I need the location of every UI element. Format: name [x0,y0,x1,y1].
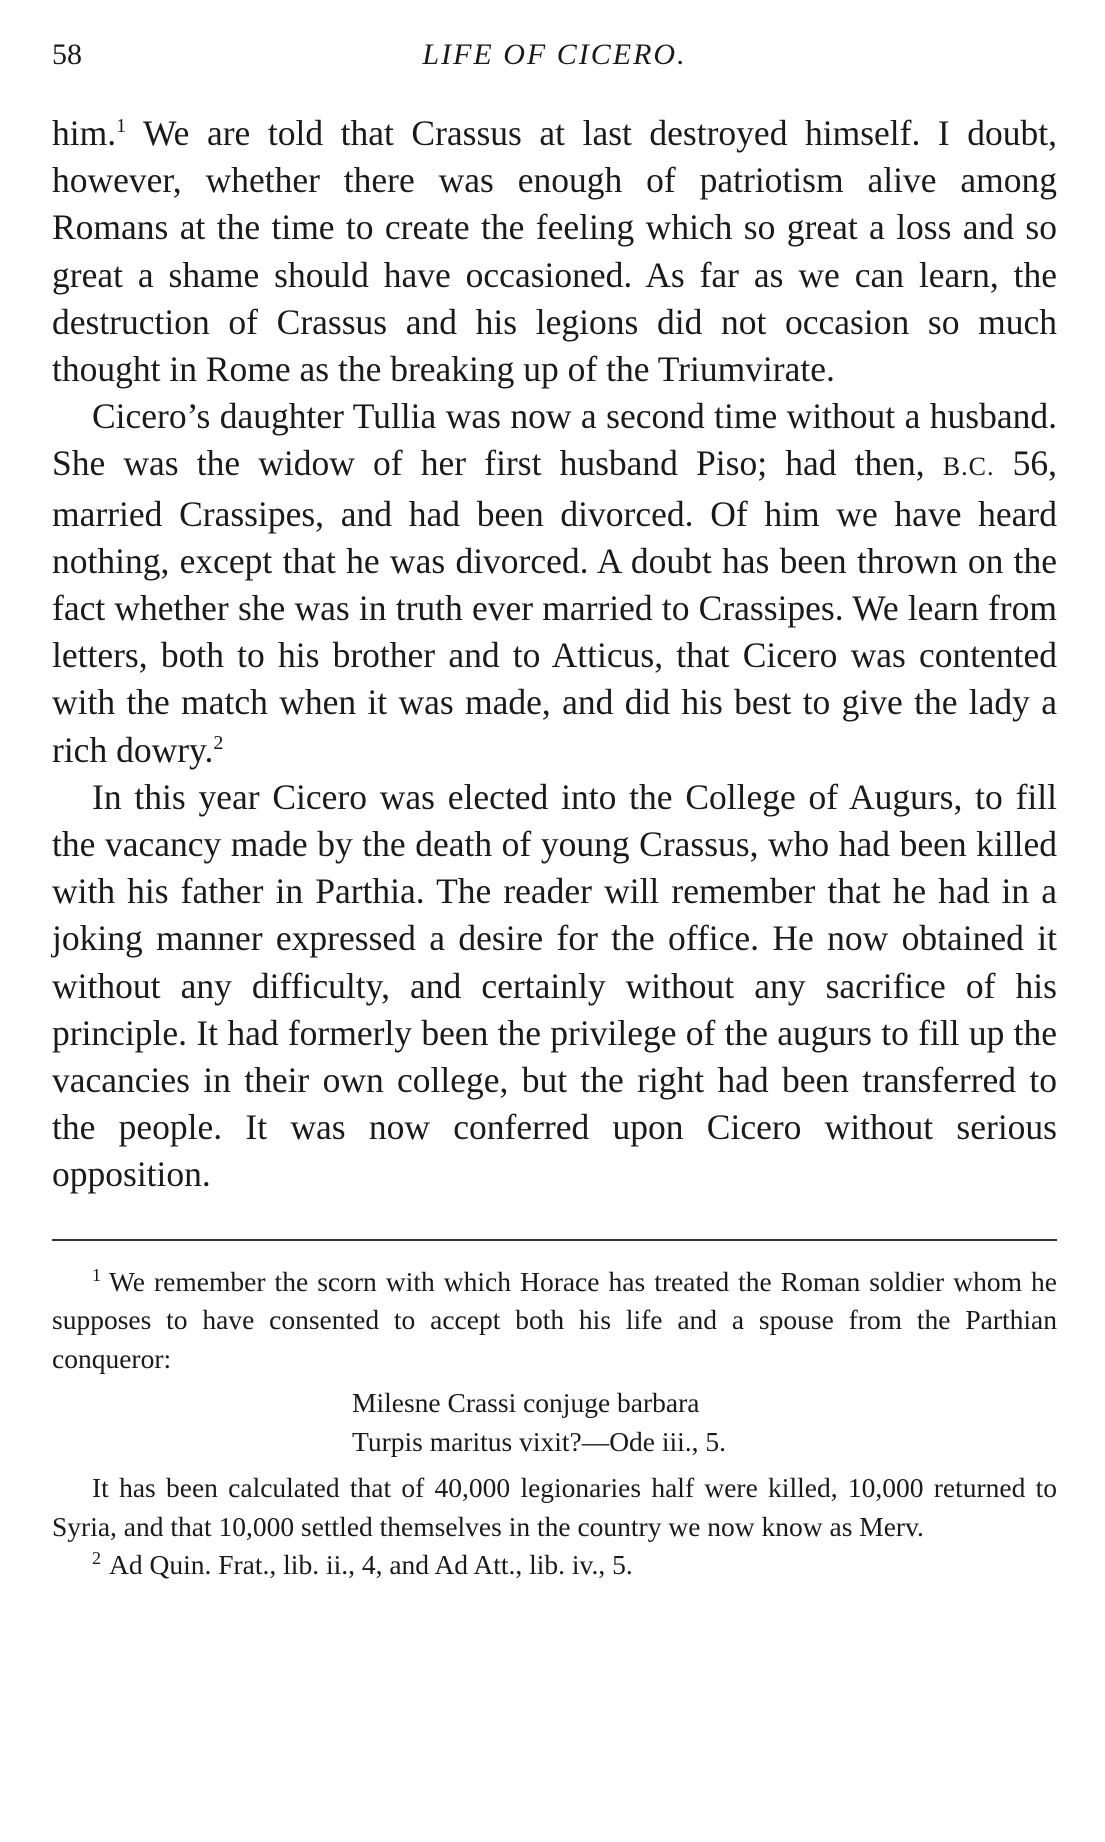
paragraph-2-lead: Cicero’s daughter Tullia was now a second time without a husband. She was the widow of her first husband Piso; had then, [52,396,1057,484]
running-title: LIFE OF CICERO. [422,38,687,71]
footnote-2-marker: 2 [92,1548,101,1569]
paragraph-2-text: 56, married Crassipes, and had been divorced. Of him we have heard nothing, except that he was divorced. A doubt has been thrown on the fact whether she was in truth ever married to Crassipes. We learn from letters, both to his brother and to Atticus, that Cicero was contented with the match when it was made, and did his best to give the lady a rich dowry. [52,443,1057,770]
era-abbreviation: B.C. [942,452,995,482]
footnote-2 [52,1546,1057,1585]
footnote-1-verse [352,1384,1057,1461]
body-text [52,110,1057,1199]
paragraph-1-text: We are told that Crassus at last destroyed himself. I doubt, however, whether there was enough of patriotism alive among Romans at the time to create the feeling which so great a loss and so great a shame should have occasioned. As far as we can learn, the destruction of Crassus and his legions did not occasion so much thought in Rome as the breaking up of the Triumvirate. [52,113,1057,390]
running-head [52,38,1057,84]
footnote-rule [52,1239,1057,1241]
footnote-1-continuation: It has been calculated that of 40,000 legionaries half were killed, 10,000 returned to Syria, and that 10,000 settled themselves in the country we now know as Merv. [52,1472,1057,1542]
footnote-2-text: Ad Quin. Frat., lib. ii., 4, and Ad Att., lib. iv., 5. [109,1549,633,1581]
paragraph-1-lead: him. [52,113,117,153]
footnote-1-text: We remember the scorn with which Horace has treated the Roman soldier whom he supposes to have consented to accept both his life and a spouse from the Parthian conqueror: [52,1265,1057,1374]
footnote-1 [52,1263,1057,1379]
paragraph-3: In this year Cicero was elected into the College of Augurs, to fill the vacancy made by the death of young Crassus, who had been killed with his father in Parthia. The reader will remember that he had in a joking manner expressed a desire for the office. He now obtained it without any difficulty, and certainly without any sacrifice of his principle. It had formerly been the privilege of the augurs to fill up the vacancies in their own college, but the right had been transferred to the people. It was now conferred upon Cicero without serious opposition. [52,776,1057,1195]
book-page [52,38,1057,1585]
paragraph-2 [52,393,1057,774]
footnote-ref-2: 2 [213,731,224,754]
verse-line-1: Milesne Crassi conjuge barbara [352,1387,700,1419]
footnotes [52,1263,1057,1585]
paragraph-1 [52,110,1057,393]
verse-line-2: Turpis maritus vixit?—Ode iii., 5. [352,1425,727,1457]
footnote-1-marker: 1 [92,1264,101,1285]
footnote-ref-1: 1 [116,115,127,138]
page-number: 58 [52,38,82,71]
